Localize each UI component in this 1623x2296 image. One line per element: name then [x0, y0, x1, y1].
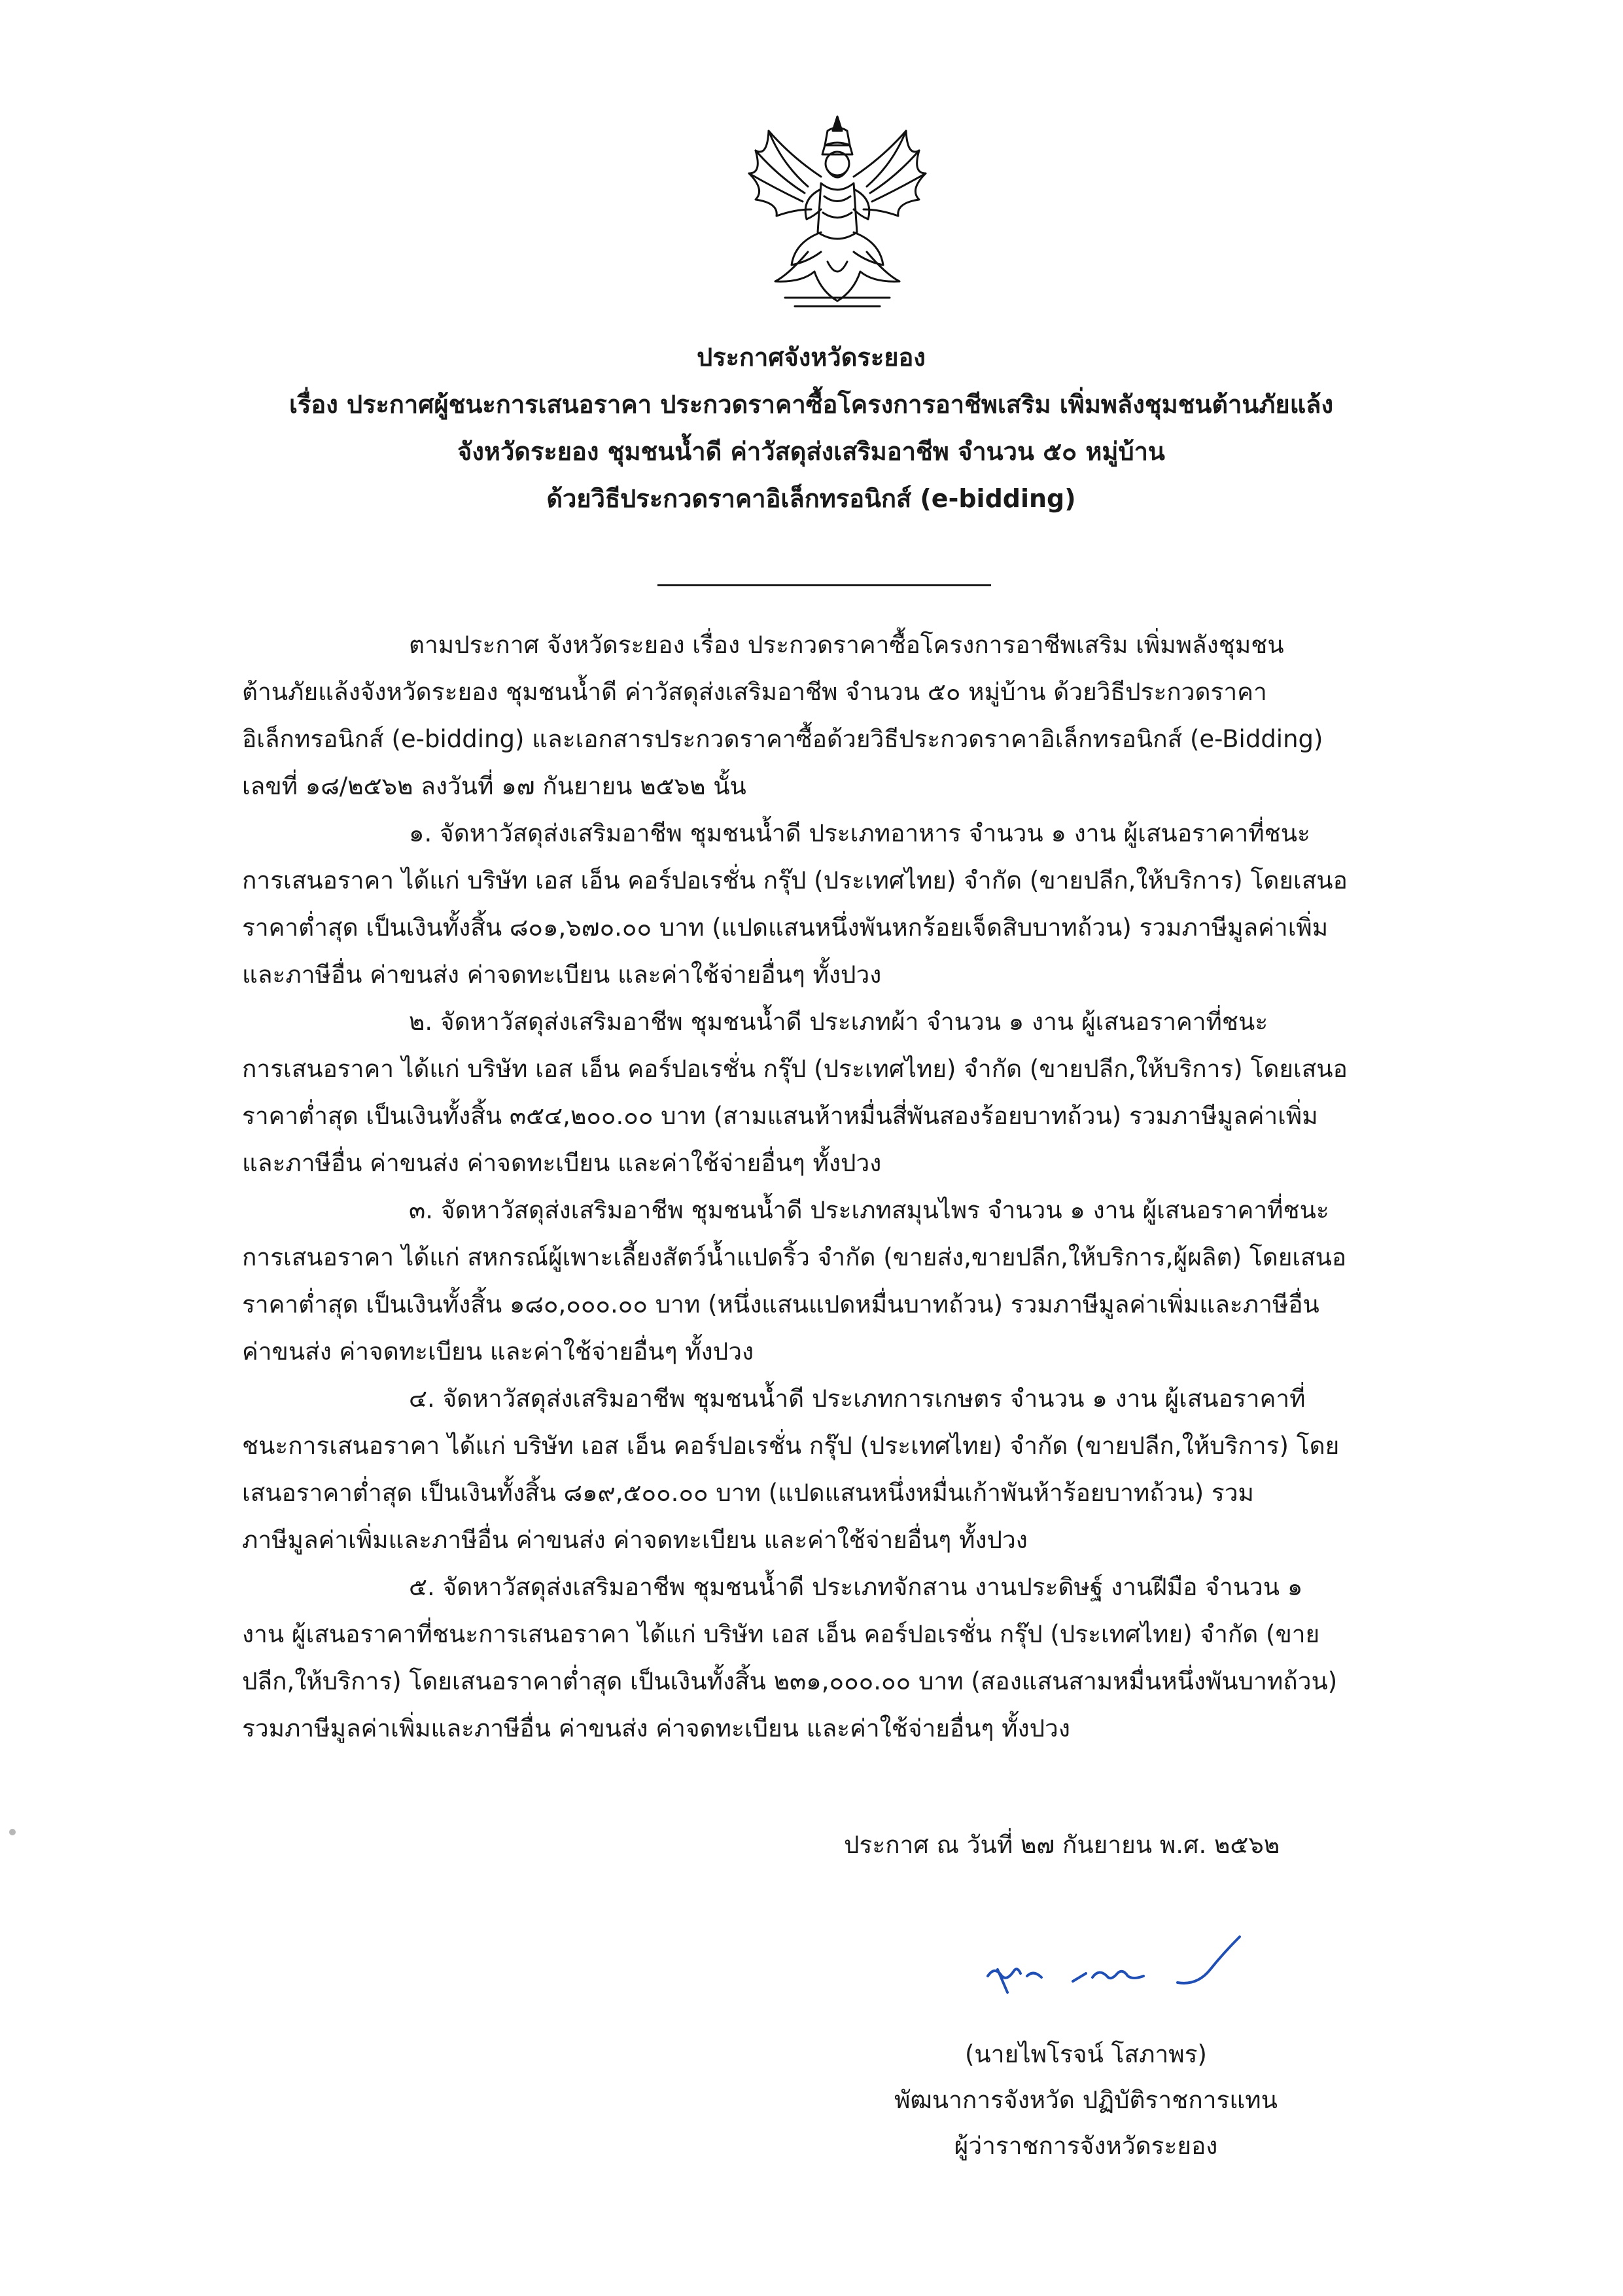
item-1-line: ๑. จัดหาวัสดุส่งเสริมอาชีพ ชุมชนน้ำดี ประเภทอาหาร จำนวน ๑ งาน ผู้เสนอราคาที่ชนะ	[409, 819, 1310, 847]
signer-office: ผู้ว่าราชการจังหวัดระยอง	[954, 2132, 1218, 2160]
item-2-line: ๒. จัดหาวัสดุส่งเสริมอาชีพ ชุมชนน้ำดี ประเภทผ้า จำนวน ๑ งาน ผู้เสนอราคาที่ชนะ	[409, 1008, 1268, 1036]
intro-line: ต้านภัยแล้งจังหวัดระยอง ชุมชนน้ำดี ค่าวัสดุส่งเสริมอาชีพ จำนวน ๕๐ หมู่บ้าน ด้วยวิธีประกวดราคา	[242, 678, 1267, 706]
garuda-emblem-icon	[729, 111, 945, 314]
item-3-line: ค่าขนส่ง ค่าจดทะเบียน และค่าใช้จ่ายอื่นๆ ทั้งปวง	[242, 1337, 754, 1366]
item-3-paragraph	[242, 1187, 1413, 1375]
item-2-line: ราคาต่ำสุด เป็นเงินทั้งสิ้น ๓๕๔,๒๐๐.๐๐ บาท (สามแสนห้าหมื่นสี่พันสองร้อยบาทถ้วน) รวมภาษีมูลค่าเพิ่ม	[242, 1102, 1318, 1130]
intro-line: ตามประกาศ จังหวัดระยอง เรื่อง ประกวดราคาซื้อโครงการอาชีพเสริม เพิ่มพลังชุมชน	[409, 631, 1284, 659]
item-1-line: ราคาต่ำสุด เป็นเงินทั้งสิ้น ๘๐๑,๖๗๐.๐๐ บาท (แปดแสนหนึ่งพันหกร้อยเจ็ดสิบบาทถ้วน) รวมภาษีมูลค่าเพิ่ม	[242, 913, 1329, 942]
announcement-date: ประกาศ ณ วันที่ ๒๗ กันยายน พ.ศ. ๒๕๖๒	[844, 1831, 1280, 1859]
item-3-line: ราคาต่ำสุด เป็นเงินทั้งสิ้น ๑๘๐,๐๐๐.๐๐ บาท (หนึ่งแสนแปดหมื่นบาทถ้วน) รวมภาษีมูลค่าเพิ่มและภาษีอื่น	[242, 1290, 1319, 1318]
item-1-line: การเสนอราคา ได้แก่ บริษัท เอส เอ็น คอร์ปอเรชั่น กรุ๊ป (ประเทศไทย) จำกัด (ขายปลีก,ให้บริการ) โดยเสนอ	[242, 866, 1348, 894]
item-3-line: ๓. จัดหาวัสดุส่งเสริมอาชีพ ชุมชนน้ำดี ประเภทสมุนไพร จำนวน ๑ งาน ผู้เสนอราคาที่ชนะ	[409, 1196, 1329, 1224]
item-4-line: เสนอราคาต่ำสุด เป็นเงินทั้งสิ้น ๘๑๙,๕๐๐.๐๐ บาท (แปดแสนหนึ่งหมื่นเก้าพันห้าร้อยบาทถ้วน) รวม	[242, 1479, 1254, 1507]
scan-speck	[9, 1829, 16, 1835]
item-1-line: และภาษีอื่น ค่าขนส่ง ค่าจดทะเบียน และค่าใช้จ่ายอื่นๆ ทั้งปวง	[242, 961, 882, 989]
intro-paragraph	[242, 622, 1413, 810]
item-4-paragraph	[242, 1375, 1413, 1564]
item-2-line: และภาษีอื่น ค่าขนส่ง ค่าจดทะเบียน และค่าใช้จ่ายอื่นๆ ทั้งปวง	[242, 1149, 882, 1177]
item-4-line: ชนะการเสนอราคา ได้แก่ บริษัท เอส เอ็น คอร์ปอเรชั่น กรุ๊ป (ประเทศไทย) จำกัด (ขายปลีก,ให้บริการ) โดย	[242, 1432, 1340, 1460]
item-5-line: ๕. จัดหาวัสดุส่งเสริมอาชีพ ชุมชนน้ำดี ประเภทจักสาน งานประดิษฐ์ งานฝีมือ จำนวน ๑	[409, 1573, 1303, 1601]
intro-line: เลขที่ ๑๘/๒๕๖๒ ลงวันที่ ๑๗ กันยายน ๒๕๖๒ นั้น	[242, 772, 746, 800]
announcement-title: ประกาศจังหวัดระยอง	[697, 343, 926, 372]
signer-block	[837, 2032, 1335, 2169]
item-5-paragraph	[242, 1564, 1413, 1752]
item-3-line: การเสนอราคา ได้แก่ สหกรณ์ผู้เพาะเลี้ยงสัตว์น้ำแปดริ้ว จำกัด (ขายส่ง,ขายปลีก,ให้บริการ,ผู้ผลิต) โดยเสนอ	[242, 1243, 1347, 1271]
item-4-line: ๔. จัดหาวัสดุส่งเสริมอาชีพ ชุมชนน้ำดี ประเภทการเกษตร จำนวน ๑ งาน ผู้เสนอราคาที่	[409, 1385, 1306, 1413]
handwritten-signature	[981, 1930, 1256, 2015]
subject-line-3: ด้วยวิธีประกวดราคาอิเล็กทรอนิกส์ (e-bidding)	[546, 484, 1076, 513]
signer-name: (นายไพโรจน์ โสภาพร)	[965, 2040, 1207, 2068]
subject-line-2: จังหวัดระยอง ชุมชนน้ำดี ค่าวัสดุส่งเสริมอาชีพ จำนวน ๕๐ หมู่บ้าน	[457, 437, 1165, 466]
subject-line-1: เรื่อง ประกาศผู้ชนะการเสนอราคา ประกวดราคาซื้อโครงการอาชีพเสริม เพิ่มพลังชุมชนต้านภัยแล้ง	[288, 390, 1334, 419]
heading-divider	[657, 584, 991, 586]
signer-position: พัฒนาการจังหวัด ปฏิบัติราชการแทน	[894, 2086, 1278, 2114]
announcement-body	[242, 622, 1413, 1752]
intro-line: อิเล็กทรอนิกส์ (e-bidding) และเอกสารประกวดราคาซื้อด้วยวิธีประกวดราคาอิเล็กทรอนิกส์ (e-Bidding)	[242, 725, 1323, 753]
item-5-line: ปลีก,ให้บริการ) โดยเสนอราคาต่ำสุด เป็นเงินทั้งสิ้น ๒๓๑,๐๐๐.๐๐ บาท (สองแสนสามหมื่นหนึ่งพันบาทถ้วน)	[242, 1667, 1338, 1695]
item-2-paragraph	[242, 998, 1413, 1187]
item-5-line: รวมภาษีมูลค่าเพิ่มและภาษีอื่น ค่าขนส่ง ค่าจดทะเบียน และค่าใช้จ่ายอื่นๆ ทั้งปวง	[242, 1714, 1070, 1742]
announcement-heading	[196, 334, 1426, 522]
item-5-line: งาน ผู้เสนอราคาที่ชนะการเสนอราคา ได้แก่ บริษัท เอส เอ็น คอร์ปอเรชั่น กรุ๊ป (ประเทศไทย) จำกัด (ขาย	[242, 1620, 1320, 1648]
item-2-line: การเสนอราคา ได้แก่ บริษัท เอส เอ็น คอร์ปอเรชั่น กรุ๊ป (ประเทศไทย) จำกัด (ขายปลีก,ให้บริการ) โดยเสนอ	[242, 1055, 1348, 1083]
item-4-line: ภาษีมูลค่าเพิ่มและภาษีอื่น ค่าขนส่ง ค่าจดทะเบียน และค่าใช้จ่ายอื่นๆ ทั้งปวง	[242, 1526, 1028, 1554]
item-1-paragraph	[242, 810, 1413, 998]
